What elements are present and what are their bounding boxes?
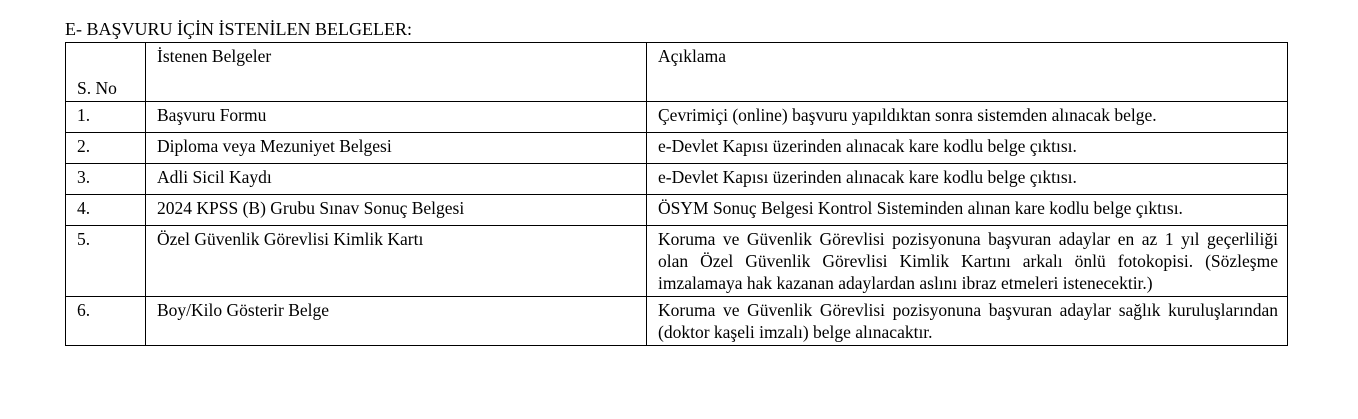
row-description: ÖSYM Sonuç Belgesi Kontrol Sisteminden alınan kare kodlu belge çıktısı. (647, 195, 1288, 226)
row-number: 3. (66, 164, 146, 195)
row-document: Diploma veya Mezuniyet Belgesi (146, 133, 647, 164)
row-number: 5. (66, 226, 146, 297)
row-document: Boy/Kilo Gösterir Belge (146, 297, 647, 346)
header-description: Açıklama (647, 43, 1288, 102)
section-heading: E- BAŞVURU İÇİN İSTENİLEN BELGELER: (65, 19, 412, 39)
table-row (66, 297, 1288, 346)
table-header-row (66, 43, 1288, 102)
table-row (66, 102, 1288, 133)
row-number: 1. (66, 102, 146, 133)
row-number: 2. (66, 133, 146, 164)
row-document: Özel Güvenlik Görevlisi Kimlik Kartı (146, 226, 647, 297)
row-document: Başvuru Formu (146, 102, 647, 133)
row-document: Adli Sicil Kaydı (146, 164, 647, 195)
required-documents-table (65, 42, 1288, 346)
table-row (66, 226, 1288, 297)
row-number: 6. (66, 297, 146, 346)
row-description: e-Devlet Kapısı üzerinden alınacak kare kodlu belge çıktısı. (647, 133, 1288, 164)
row-description: Koruma ve Güvenlik Görevlisi pozisyonuna başvuran adaylar sağlık kuruluşlarından (doktor kaşeli imzalı) belge alınacaktır. (647, 297, 1288, 346)
table-row (66, 133, 1288, 164)
row-description: Koruma ve Güvenlik Görevlisi pozisyonuna başvuran adaylar en az 1 yıl geçerliliği olan Özel Güvenlik Görevlisi Kimlik Kartını arkalı önlü fotokopisi. (Sözleşme imzalamaya hak kazanan adaylardan aslını ibraz etmeleri istenecektir.) (647, 226, 1288, 297)
row-number: 4. (66, 195, 146, 226)
row-document: 2024 KPSS (B) Grubu Sınav Sonuç Belgesi (146, 195, 647, 226)
header-required-documents: İstenen Belgeler (146, 43, 647, 102)
header-serial-number: S. No (66, 43, 146, 102)
table-row (66, 195, 1288, 226)
row-description: e-Devlet Kapısı üzerinden alınacak kare kodlu belge çıktısı. (647, 164, 1288, 195)
row-description: Çevrimiçi (online) başvuru yapıldıktan sonra sistemden alınacak belge. (647, 102, 1288, 133)
table-row (66, 164, 1288, 195)
